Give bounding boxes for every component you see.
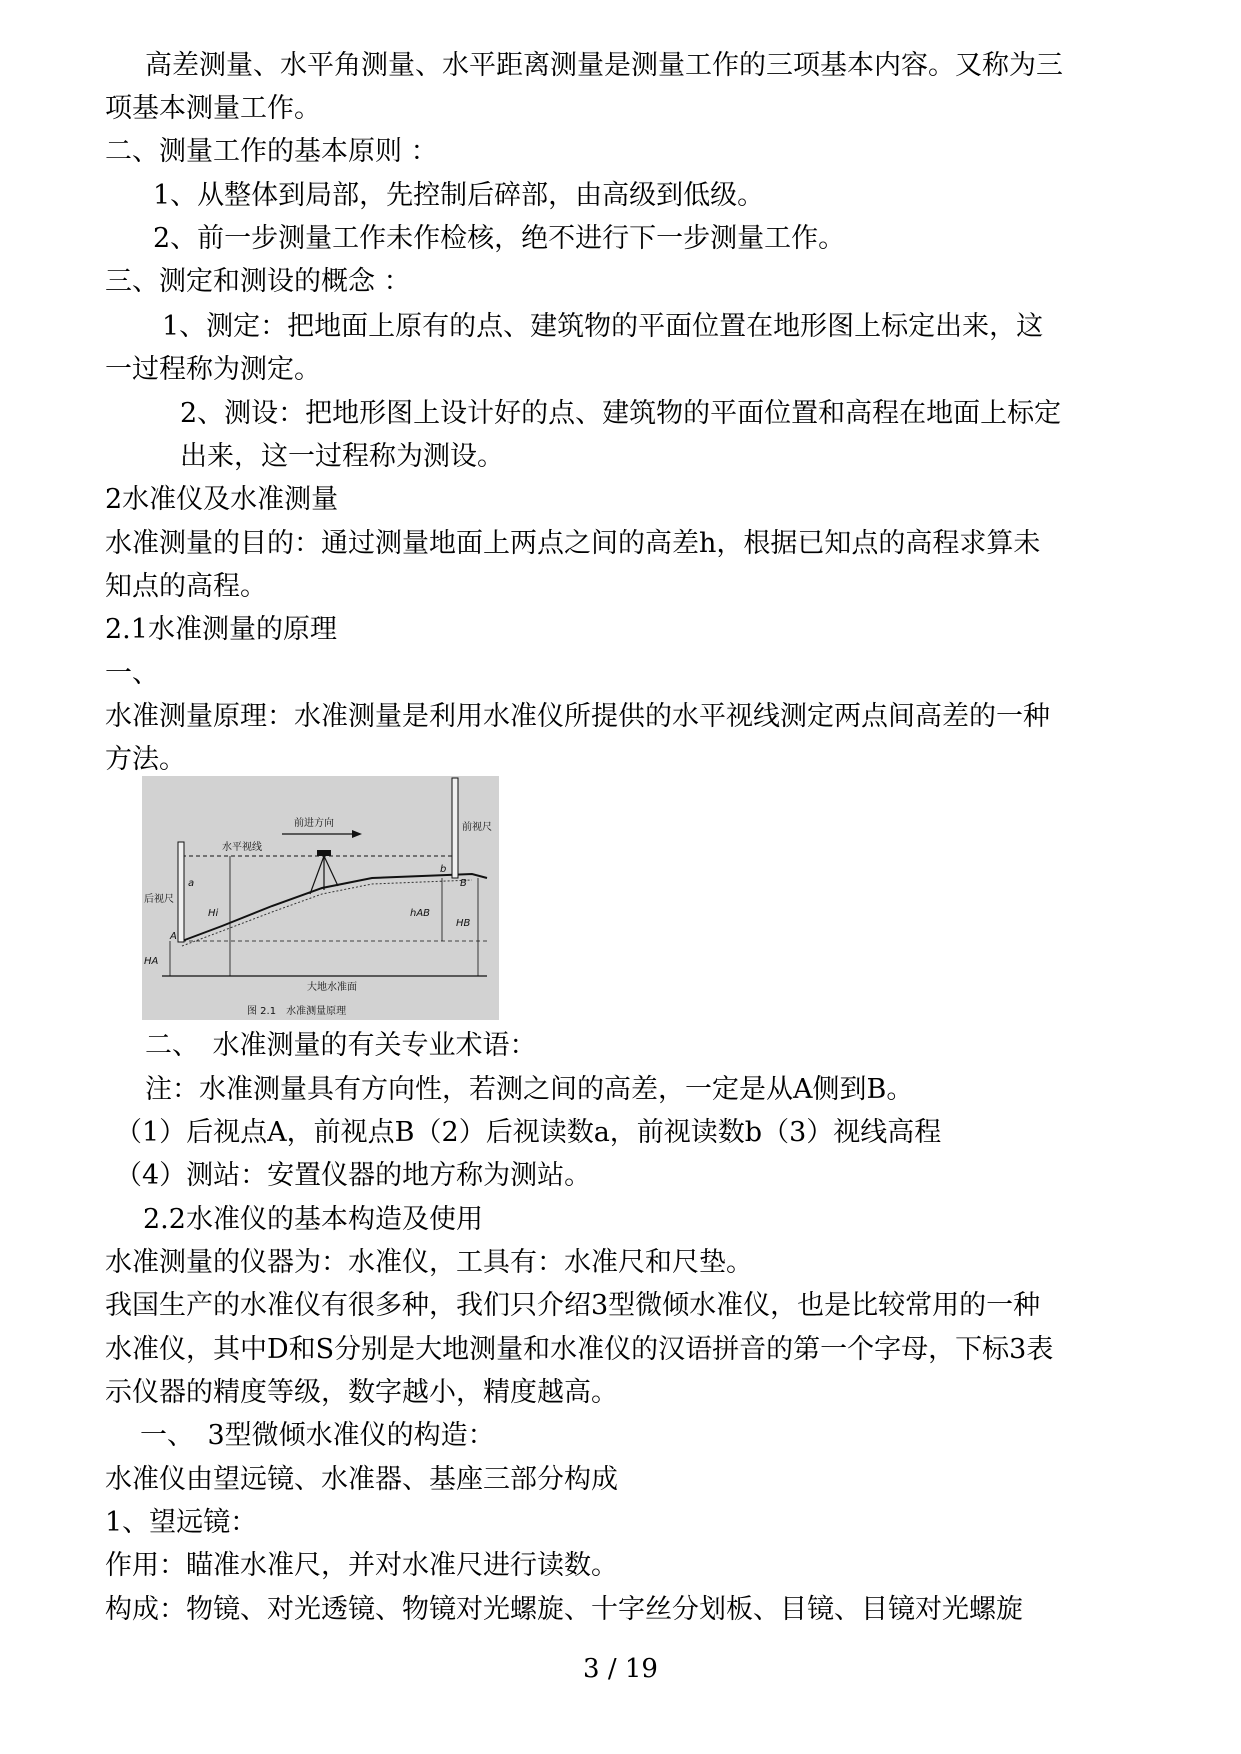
label-HB: HB: [456, 918, 471, 929]
text-line: 出来，这一过程称为测设。: [180, 441, 504, 472]
section-heading: 三、测定和测设的概念 ：: [105, 266, 411, 297]
label-Hi: Hi: [208, 908, 219, 919]
label-HA: HA: [144, 956, 159, 967]
text-line: 一过程称为测定。: [105, 354, 321, 385]
text-line: 我国生产的水准仪有很多种，我们只介绍3型微倾水准仪，也是比较常用的一种: [105, 1290, 1041, 1321]
text-line: 水准测量原理：水准测量是利用水准仪所提供的水平视线测定两点间高差的一种: [105, 701, 1050, 732]
text-line: 水准测量的目的：通过测量地面上两点之间的高差h，根据已知点的高程求算未: [105, 528, 1041, 559]
back-staff-label: 后视尺: [144, 894, 174, 905]
text-line: （4）测站：安置仪器的地方称为测站。: [115, 1160, 592, 1191]
page-number: 3 / 19: [583, 1654, 658, 1684]
section-heading: 二、 水准测量的有关专业术语：: [145, 1030, 537, 1061]
text-line: 高差测量、水平角测量、水平距离测量是测量工作的三项基本内容。又称为三: [145, 50, 1063, 81]
text-line: 作用：瞄准水准尺，并对水准尺进行读数。: [105, 1550, 618, 1581]
front-staff-label: 前视尺: [462, 822, 492, 833]
datum-label: 大地水准面: [307, 982, 357, 993]
text-line: 示仪器的精度等级，数字越小，精度越高。: [105, 1377, 618, 1408]
list-item: 2、前一步测量工作未作检核，绝不进行下一步测量工作。: [153, 223, 846, 254]
text-line: 方法。: [105, 744, 186, 775]
horizontal-sight-label: 水平视线: [222, 842, 262, 853]
list-item: 1、从整体到局部，先控制后碎部，由高级到低级。: [153, 180, 765, 211]
text-line: 项基本测量工作。: [105, 93, 321, 124]
label-a: a: [188, 878, 195, 889]
text-line: 注：水准测量具有方向性，若测之间的高差，一定是从A侧到B。: [145, 1074, 914, 1105]
text-line: 1、望远镜：: [105, 1507, 258, 1538]
label-b: b: [440, 864, 447, 875]
direction-label: 前进方向: [294, 818, 334, 829]
leveling-principle-figure: [142, 776, 499, 1020]
text-line: 一、: [105, 658, 159, 689]
text-line: 构成：物镜、对光透镜、物镜对光螺旋、十字丝分划板、目镜、目镜对光螺旋: [105, 1594, 1023, 1625]
label-A: A: [170, 931, 177, 942]
label-hAB: hAB: [410, 908, 431, 919]
section-heading: 一、 3型微倾水准仪的构造：: [140, 1420, 495, 1451]
section-heading: 二、测量工作的基本原则 ：: [105, 136, 438, 167]
text-line: 水准仪，其中D和S分别是大地测量和水准仪的汉语拼音的第一个字母，下标3表: [105, 1334, 1054, 1365]
text-line: 水准测量的仪器为：水准仪，工具有：水准尺和尺垫。: [105, 1247, 753, 1278]
section-heading: 2.1水准测量的原理: [105, 614, 337, 645]
text-line: 知点的高程。: [105, 571, 267, 602]
text-line: （1）后视点A，前视点B（2）后视读数a，前视读数b（3）视线高程: [115, 1117, 942, 1148]
section-heading: 2.2水准仪的基本构造及使用: [143, 1204, 483, 1235]
list-item: 1、测定：把地面上原有的点、建筑物的平面位置在地形图上标定出来，这: [162, 311, 1044, 342]
section-heading: 2水准仪及水准测量: [105, 484, 339, 515]
label-B: B: [460, 878, 467, 889]
list-item: 2、测设：把地形图上设计好的点、建筑物的平面位置和高程在地面上标定: [180, 398, 1062, 429]
figure-caption: 图 2.1 水准测量原理: [247, 1006, 347, 1017]
text-line: 水准仪由望远镜、水准器、基座三部分构成: [105, 1464, 618, 1495]
